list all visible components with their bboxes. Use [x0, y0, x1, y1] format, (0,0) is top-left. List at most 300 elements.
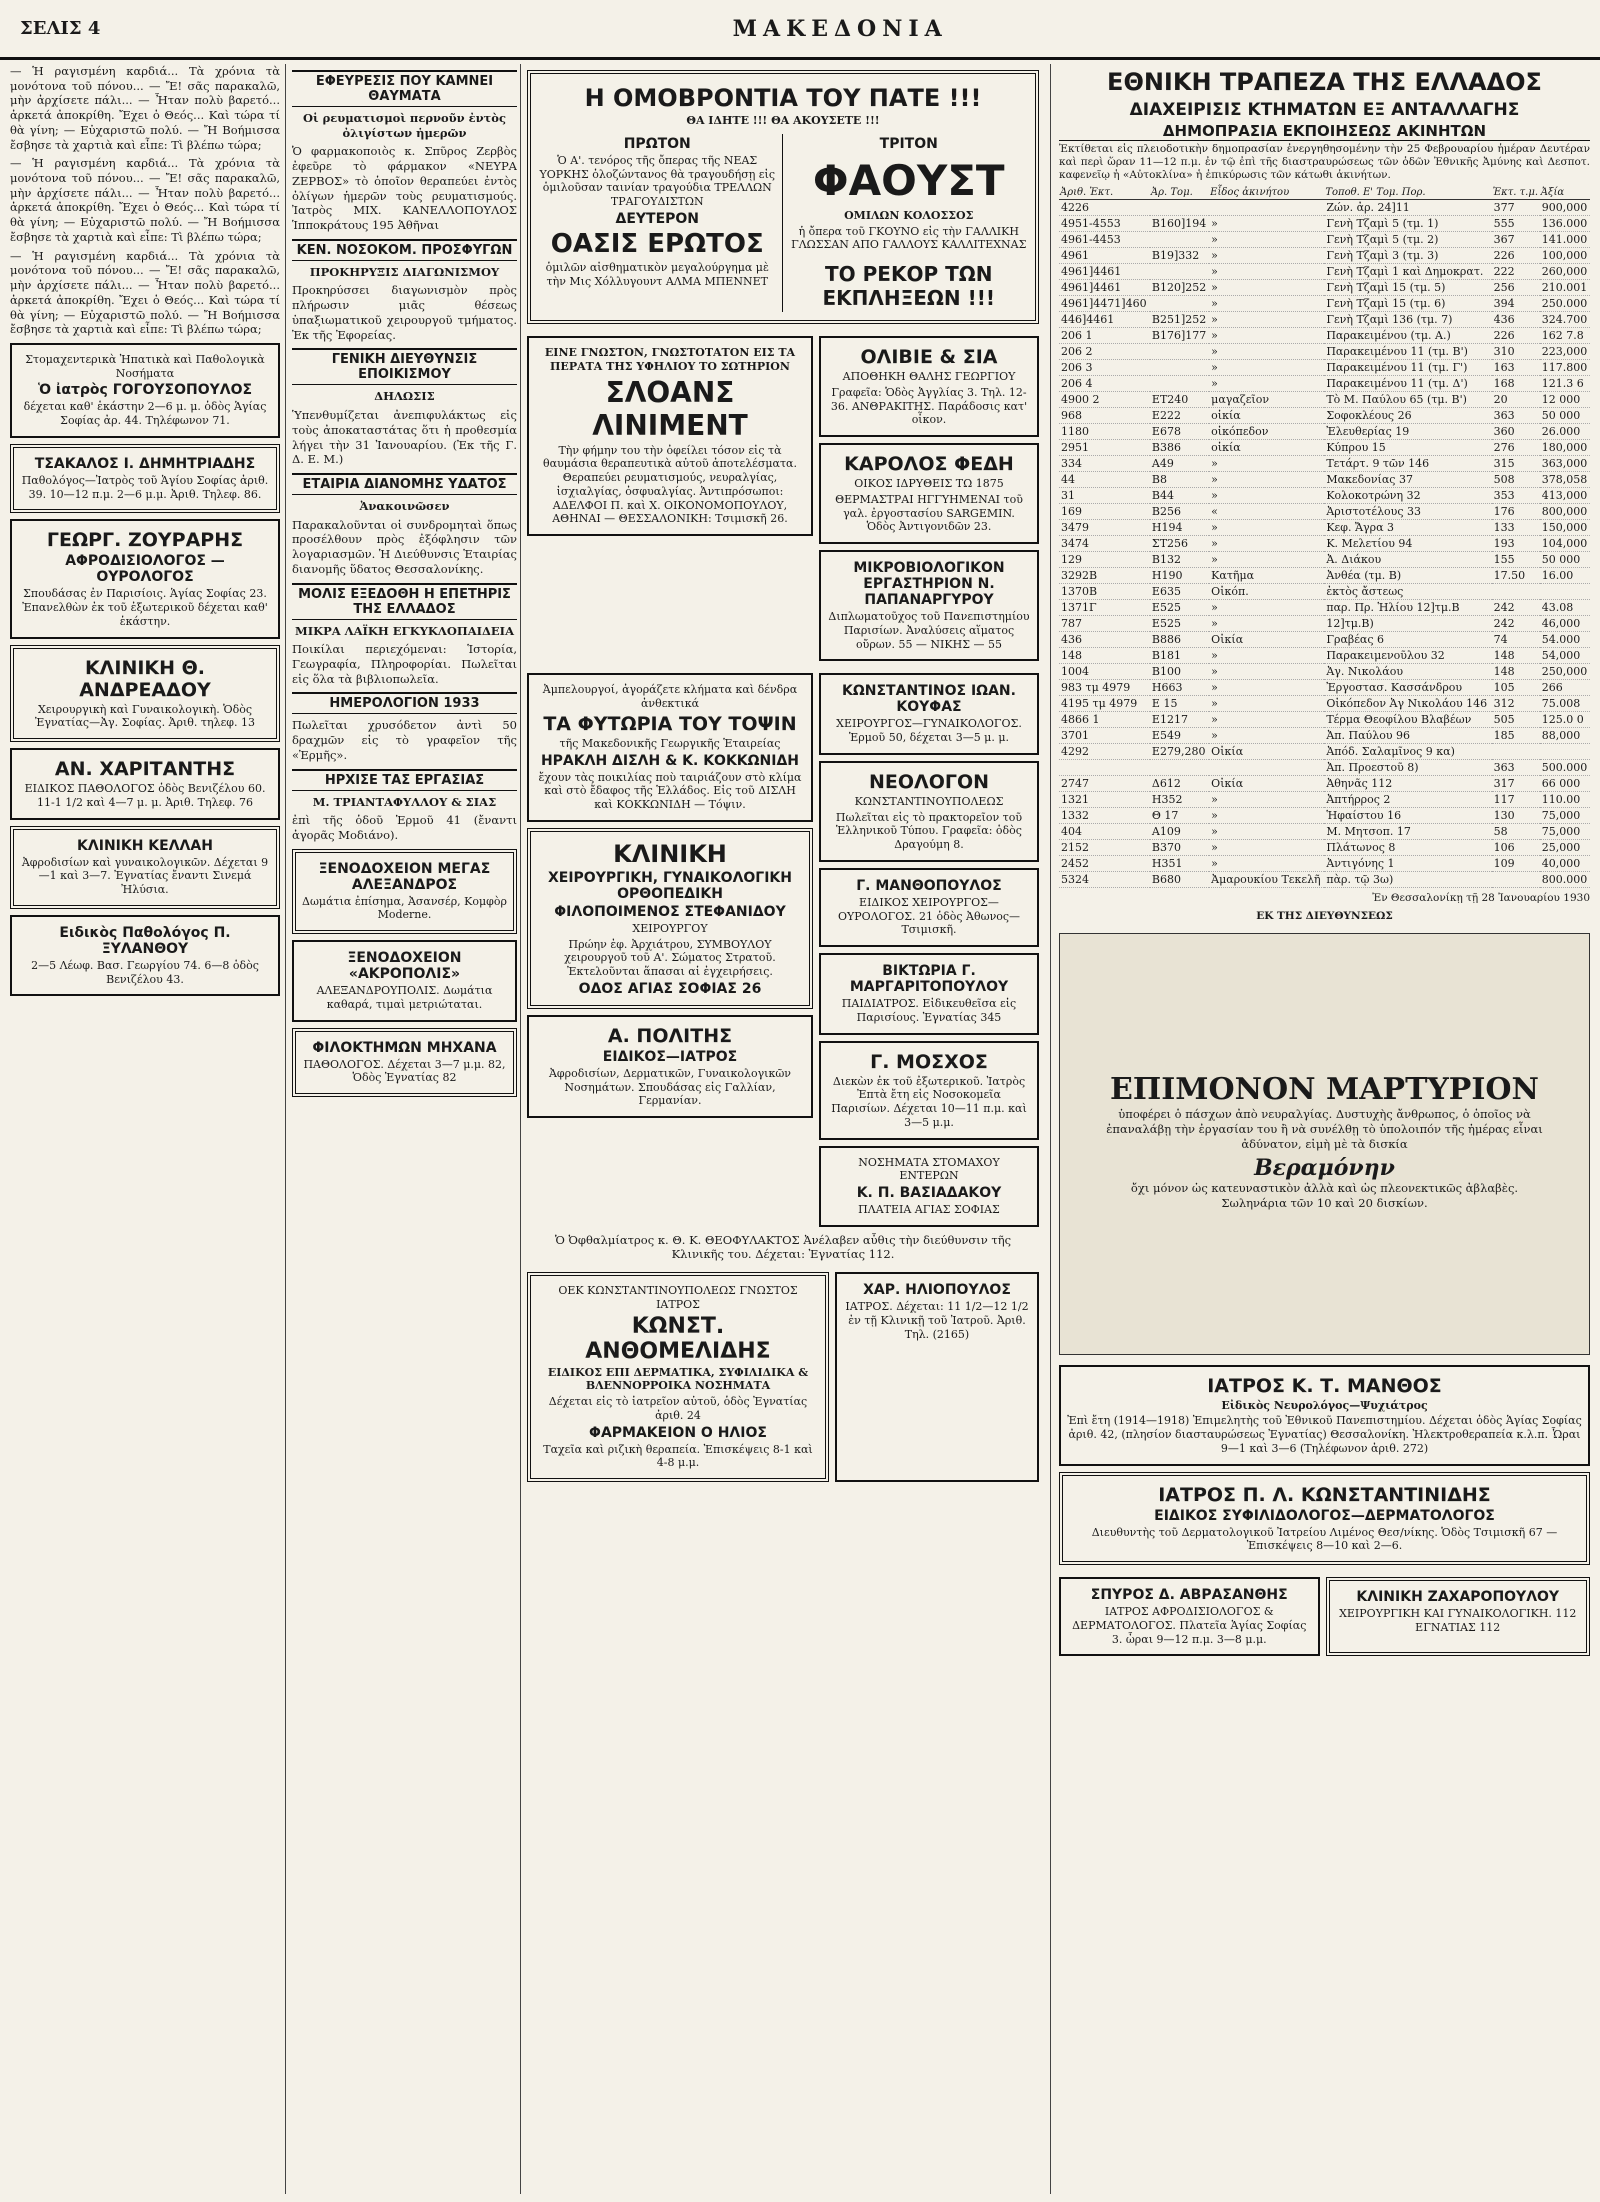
- ad-body: Πρώην ἐφ. Ἀρχιάτρου, ΣΥΜΒΟΥΛΟΥ χειρουργοῦ τοῦ Α'. Σώματος Στρατοῦ. Ἐκτελοῦνται ἅπασαι αἱ ἐγχειρήσεις.: [564, 937, 776, 978]
- ad-sub: ΝΟΣΗΜΑΤΑ ΣΤΟΜΑΧΟΥ ΕΝΤΕΡΩΝ: [858, 1155, 1000, 1183]
- table-cell: 40,000: [1540, 856, 1590, 872]
- ad-title: ΝΕΟΛΟΓΟΝ: [868, 770, 990, 793]
- table-cell: Ε1217: [1150, 712, 1209, 728]
- ad-title: ΣΠΥΡΟΣ Δ. ΑΒΡΑΣΑΝΘΗΣ: [1090, 1587, 1288, 1604]
- table-cell: Παρακειμένου 11 (τμ. Β'): [1324, 344, 1491, 360]
- table-cell: 1180: [1059, 424, 1150, 440]
- table-cell: 75,000: [1540, 808, 1590, 824]
- ad-stefanidou-clinic: [527, 828, 813, 1009]
- ad-xylanthou: [10, 915, 280, 997]
- table-cell: 413,000: [1540, 488, 1590, 504]
- table-cell: Η194: [1150, 520, 1209, 536]
- table-cell: Ἀπ. Προεστοῦ 8): [1324, 760, 1491, 776]
- column-header: Ἀρ. Τομ.: [1150, 186, 1209, 200]
- table-cell: Ἐλευθερίας 19: [1324, 424, 1491, 440]
- ad-karolos-fedi: [819, 443, 1039, 544]
- table-cell: »: [1209, 712, 1324, 728]
- table-cell: 210.001: [1540, 280, 1590, 296]
- table-cell: 20: [1492, 392, 1540, 408]
- table-cell: 266: [1540, 680, 1590, 696]
- table-cell: »: [1209, 728, 1324, 744]
- veramon-advertisement: [1059, 933, 1590, 1355]
- ad-foot: Ταχεῖα καὶ ριζικὴ θεραπεία. Ἐπισκέψεις 8-1 καὶ 4-8 μ.μ.: [543, 1442, 813, 1470]
- table-cell: Γενὴ Τζαμὶ 5 (τμ. 1): [1324, 216, 1491, 232]
- headline: ΓΕΝΙΚΗ ΔΙΕΥΘΥΝΣΙΣ ΕΠΟΙΚΙΣΜΟΥ: [292, 348, 517, 385]
- ad-title: ΙΑΤΡΟΣ Π. Λ. ΚΩΝΣΤΑΝΤΙΝΙΔΗΣ: [1158, 1483, 1491, 1506]
- bank-auction-notice: [1059, 68, 1590, 923]
- table-cell: Ε549: [1150, 728, 1209, 744]
- newspaper-name: ΜΑΚΕΔΟΝΙΑ: [732, 15, 948, 42]
- table-row: [1059, 424, 1590, 440]
- ad-title: ΓΕΩΡΓ. ΖΟΥΡΑΡΗΣ: [46, 529, 244, 552]
- table-cell: 104,000: [1540, 536, 1590, 552]
- table-cell: 4961]4471]460: [1059, 296, 1150, 312]
- table-cell: 193: [1492, 536, 1540, 552]
- table-cell: 106: [1492, 840, 1540, 856]
- table-cell: »: [1209, 792, 1324, 808]
- table-cell: Α109: [1150, 824, 1209, 840]
- ad-sub: ΕΙΔΙΚΟΣ ΕΠΙ ΔΕΡΜΑΤΙΚΑ, ΣΥΦΙΛΙΔΙΚΑ & ΒΛΕΝΝΟΡΡΟΙΚΑ ΝΟΣΗΜΑΤΑ: [547, 1365, 809, 1393]
- ad-iliopoulos: [835, 1272, 1039, 1482]
- table-row: [1059, 680, 1590, 696]
- ad-body: ΑΛΕΞΑΝΔΡΟΥΠΟΛΙΣ. Δωμάτια καθαρά, τιμαὶ μετριώταται.: [316, 984, 493, 1011]
- ad-title: ΑΝ. ΧΑΡΙΤΑΝΤΗΣ: [54, 758, 236, 781]
- table-cell: 206 4: [1059, 376, 1150, 392]
- table-cell: 206 1: [1059, 328, 1150, 344]
- ad-body: Γραφεῖα: Ὁδὸς Ἀγγλίας 3. Τηλ. 12-36. ΑΝΘΡΑΚΙΤΗΣ. Παράδοσις κατ' οἶκον.: [830, 385, 1028, 427]
- table-cell: Η352: [1150, 792, 1209, 808]
- table-cell: 3479: [1059, 520, 1150, 536]
- ad-title: ΜΙΚΡΟΒΙΟΛΟΓΙΚΟΝ ΕΡΓΑΣΤΗΡΙΟΝ Ν. ΠΑΠΑΝΑΡΓΥΡΟΥ: [853, 560, 1005, 608]
- ad-title: Γ. ΜΟΣΧΟΣ: [870, 1050, 988, 1073]
- ad-dimitriadis: [10, 444, 280, 514]
- table-cell: 2747: [1059, 776, 1150, 792]
- table-row: [1059, 440, 1590, 456]
- table-cell: Ε279,280: [1150, 744, 1209, 760]
- table-cell: Γραβέας 6: [1324, 632, 1491, 648]
- ad-body: ΠΑΙΔΙΑΤΡΟΣ. Εἰδικευθεῖσα εἰς Παρισίους. Ἐγνατίας 345: [841, 997, 1017, 1024]
- table-cell: 317: [1492, 776, 1540, 792]
- table-cell: 74: [1492, 632, 1540, 648]
- table-cell: 169: [1059, 504, 1150, 520]
- table-cell: 363: [1492, 760, 1540, 776]
- table-cell: 1004: [1059, 664, 1150, 680]
- table-cell: Β886: [1150, 632, 1209, 648]
- table-cell: 176: [1492, 504, 1540, 520]
- bank-sub2: ΔΗΜΟΠΡΑΣΙΑ ΕΚΠΟΙΗΣΕΩΣ ΑΚΙΝΗΤΩΝ: [1059, 122, 1590, 141]
- table-cell: [1150, 376, 1209, 392]
- cinema-third-foot: ΤΟ ΡΕΚΟΡ ΤΩΝ ΕΚΠΛΗΞΕΩΝ !!!: [822, 262, 995, 310]
- cinema-second-title: ΟΑΣΙΣ ΕΡΩΤΟΣ: [550, 228, 764, 259]
- ad-body: ΘΕΡΜΑΣΤΡΑΙ ΗΓΓΥΗΜΕΝΑΙ τοῦ γαλ. ἐργοστασίου SARGEMIN. Ὁδὸς Ἀντιγονιδῶν 23.: [835, 492, 1023, 534]
- table-cell: 226: [1492, 248, 1540, 264]
- ad-title: ΚΛΙΝΙΚΗ Θ. ΑΝΔΡΕΑΔΟΥ: [79, 656, 211, 701]
- ad-body: ΠΑΘΟΛΟΓΟΣ. Δέχεται 3—7 μ.μ. 82, Ὁδὸς Ἐγνατίας 82: [303, 1057, 506, 1085]
- ad-title: ΣΛΟΑΝΣ ΛΙΝΙΜΕΝΤ: [592, 375, 748, 442]
- table-cell: «: [1209, 504, 1324, 520]
- bank-title: ΕΘΝΙΚΗ ΤΡΑΠΕΖΑ ΤΗΣ ΕΛΛΑΔΟΣ: [1107, 68, 1542, 96]
- table-cell: [1492, 872, 1540, 888]
- table-cell: Ἀ. Διάκου: [1324, 552, 1491, 568]
- table-cell: 31: [1059, 488, 1150, 504]
- table-cell: 555: [1492, 216, 1540, 232]
- table-cell: 310: [1492, 344, 1540, 360]
- ad-pathe-cinema: [527, 70, 1039, 324]
- table-cell: 88,000: [1540, 728, 1590, 744]
- table-cell: 1332: [1059, 808, 1150, 824]
- ad-sub: Εἰδικὸς Νευρολόγος—Ψυχιάτρος: [1221, 1398, 1428, 1412]
- ad-manthos: [1059, 1365, 1590, 1466]
- ad-brand: Βεραμόνην: [1254, 1155, 1395, 1182]
- table-cell: 155: [1492, 552, 1540, 568]
- table-cell: 129: [1059, 552, 1150, 568]
- table-cell: 222: [1492, 264, 1540, 280]
- table-cell: 100,000: [1540, 248, 1590, 264]
- table-row: [1059, 456, 1590, 472]
- table-cell: Β370: [1150, 840, 1209, 856]
- table-cell: 363,000: [1540, 456, 1590, 472]
- table-cell: [1150, 232, 1209, 248]
- table-row: [1059, 200, 1590, 216]
- table-cell: »: [1209, 376, 1324, 392]
- table-cell: Β8: [1150, 472, 1209, 488]
- table-cell: 206 3: [1059, 360, 1150, 376]
- table-cell: Οἰκία: [1209, 744, 1324, 760]
- ad-title: ΤΣΑΚΑΛΟΣ Ι. ΔΗΜΗΤΡΙΑΔΗΣ: [34, 455, 256, 472]
- table-cell: »: [1209, 552, 1324, 568]
- ad-title: ΚΩΝΣΤ. ΑΝΘΟΜΕΛΙΔΗΣ: [585, 1313, 771, 1364]
- table-cell: Β160]194: [1150, 216, 1209, 232]
- subheadline: Οἱ ρευματισμοὶ περνοῦν ἐντὸς ὀλιγίστων ἡμερῶν: [303, 111, 506, 140]
- ad-manthopoulos: [819, 868, 1039, 947]
- table-cell: 334: [1059, 456, 1150, 472]
- table-cell: »: [1209, 328, 1324, 344]
- table-cell: Β100: [1150, 664, 1209, 680]
- table-cell: 223,000: [1540, 344, 1590, 360]
- table-cell: Β44: [1150, 488, 1209, 504]
- ad-title: ΤΑ ΦΥΤΩΡΙΑ ΤΟΥ ΤΟΨΙΝ: [543, 712, 797, 735]
- table-cell: Α49: [1150, 456, 1209, 472]
- table-cell: Οἰκόπεδον Ἀγ Νικολάου 146: [1324, 696, 1491, 712]
- table-cell: Ἀγ. Νικολάου: [1324, 664, 1491, 680]
- table-cell: »: [1209, 344, 1324, 360]
- table-cell: 50 000: [1540, 408, 1590, 424]
- ad-body: ΠΛΑΤΕΙΑ ΑΓΙΑΣ ΣΟΦΙΑΣ: [858, 1203, 1000, 1216]
- table-cell: 378,058: [1540, 472, 1590, 488]
- table-row: [1059, 312, 1590, 328]
- table-cell: 505: [1492, 712, 1540, 728]
- auction-table: [1059, 186, 1590, 888]
- article-text: Πωλεῖται χρυσόδετον ἀντὶ 50 δραχμῶν εἰς τὸ γραφεῖον τῆς «Ἐρμῆς».: [292, 718, 517, 762]
- page-number: ΣΕΛΙΣ 4: [20, 18, 101, 39]
- table-cell: ΕΤ240: [1150, 392, 1209, 408]
- table-cell: Ἀνθέα (τμ. Β): [1324, 568, 1491, 584]
- subheadline: ΜΙΚΡΑ ΛΑΪΚΗ ΕΓΚΥΚΛΟΠΑΙΔΕΙΑ: [295, 623, 514, 638]
- table-cell: 58: [1492, 824, 1540, 840]
- table-cell: »: [1209, 216, 1324, 232]
- table-cell: [1492, 744, 1540, 760]
- table-cell: Γενὴ Τζαμὶ 1 καὶ Δημοκρατ.: [1324, 264, 1491, 280]
- table-cell: [1540, 584, 1590, 600]
- table-cell: 394: [1492, 296, 1540, 312]
- ad-kellaï-clinic: [10, 826, 280, 909]
- subheadline: ΠΡΟΚΗΡΥΞΙΣ ΔΙΑΓΩΝΙΣΜΟΥ: [309, 264, 500, 279]
- table-cell: Κολοκοτρώνη 32: [1324, 488, 1491, 504]
- serial-story-text-3: — Ἡ ραγισμένη καρδιά... Τὰ χρόνια τὰ μονότονα τοῦ πόνου... — Ἔ! σᾶς παρακαλῶ, μὴν ἀρχίσετε πάλι... — Ἦταν πολὺ βαρετό... ἀρκετά ἀποκρίθη. Ἔχει ὁ Θεός... Καὶ τώρα τί θὰ γίνη; — Εὐχαριστῶ πολύ. — Ἤ Βοήμισσα ἔσβησε τὰ χαρτιὰ καὶ εἶπε: Τὶ βλέπω τώρα;: [10, 248, 280, 337]
- column-header: Ἀριθ. Ἐκτ.: [1059, 186, 1150, 200]
- ad-sloans-liniment: [527, 336, 813, 536]
- ad-zouraris: [10, 519, 280, 638]
- table-cell: 5324: [1059, 872, 1150, 888]
- table-cell: »: [1209, 280, 1324, 296]
- table-cell: Ζών. ἀρ. 24]11: [1324, 200, 1491, 216]
- cinema-right: [791, 134, 1028, 312]
- table-cell: Ε 15: [1150, 696, 1209, 712]
- table-row: [1059, 360, 1590, 376]
- table-row: [1059, 296, 1590, 312]
- table-cell: »: [1209, 312, 1324, 328]
- table-cell: 3701: [1059, 728, 1150, 744]
- table-cell: 367: [1492, 232, 1540, 248]
- ad-body: Τὴν φήμην του τὴν ὀφείλει τόσον εἰς τὰ θαυμάσια θεραπευτικὰ αὐτοῦ ἀποτελέσματα. Θεραπεύει ρευματισμούς, νευραλγίας, ἰσχιαλγίας, ὀσφυαλγίας. Ἀντιπρόσωποι: ΑΔΕΛΦΟΙ Π. καὶ Χ. ΟΙΚΟΝΟΜΟΠΟΥΛΟΥ, ΑΘΗΝΑΙ — ΘΕΣΣΑΛΟΝΙΚΗ: Τσιμισκῆ 26.: [543, 443, 797, 526]
- table-cell: [1150, 296, 1209, 312]
- table-cell: 312: [1492, 696, 1540, 712]
- table-cell: [1150, 360, 1209, 376]
- table-row: [1059, 648, 1590, 664]
- table-cell: Ε678: [1150, 424, 1209, 440]
- ad-sub: ΕΙΔΙΚΟΣ—ΙΑΤΡΟΣ: [602, 1048, 738, 1065]
- table-cell: Β680: [1150, 872, 1209, 888]
- table-cell: »: [1209, 664, 1324, 680]
- ad-hotel-akropolis: [292, 940, 517, 1022]
- table-row: [1059, 760, 1590, 776]
- ad-margaritopoulou: [819, 953, 1039, 1035]
- subheadline: Μ. ΤΡΙΑΝΤΑΦΥΛΛΟΥ & ΣΙΑΣ: [312, 794, 497, 809]
- ad-moschos: [819, 1041, 1039, 1140]
- table-row: [1059, 568, 1590, 584]
- table-cell: »: [1209, 232, 1324, 248]
- table-row: [1059, 392, 1590, 408]
- column-header: Τοποθ. Ε' Τομ. Πορ.: [1324, 186, 1491, 200]
- ad-pre: ΟΕΚ ΚΩΝΣΤΑΝΤΙΝΟΥΠΟΛΕΩΣ ΓΝΩΣΤΟΣ ΙΑΤΡΟΣ: [558, 1284, 798, 1311]
- table-cell: Β176]177: [1150, 328, 1209, 344]
- ad-title: ΟΛΙΒΙΕ & ΣΙΑ: [860, 346, 998, 368]
- table-row: [1059, 552, 1590, 568]
- table-cell: 226: [1492, 328, 1540, 344]
- table-cell: 75.008: [1540, 696, 1590, 712]
- ad-role: ΧΕΙΡΟΥΡΓΟΥ: [632, 921, 708, 935]
- ad-body: Ἐπὶ ἔτη (1914—1918) Ἐπιμελητὴς τοῦ Ἐθνικοῦ Πανεπιστημίου. Δέχεται ὁδὸς Ἁγίας Σοφίας ἀριθ. 42, (πλησίον διασταυρώσεως Ἐγνατίας) Θεσσαλονίκη. Ἠλεκτροθεραπεία κ.λ.π. Ὧραι 9—1 καὶ 3—6 (Τηλέφωνον ἀριθ. 272): [1067, 1414, 1582, 1455]
- table-cell: »: [1209, 456, 1324, 472]
- ad-vasiadakou: [819, 1146, 1039, 1227]
- table-row: [1059, 696, 1590, 712]
- column-header: Ἀξία: [1540, 186, 1590, 200]
- ad-pre: ΕΙΝΕ ΓΝΩΣΤΟΝ, ΓΝΩΣΤΟΤΑΤΟΝ ΕΙΣ ΤΑ ΠΕΡΑΤΑ ΤΗΣ ΥΦΗΛΙΟΥ ΤΟ ΣΩΤΗΡΙΟΝ: [544, 346, 796, 373]
- table-row: [1059, 280, 1590, 296]
- table-cell: Ἀριστοτέλους 33: [1324, 504, 1491, 520]
- table-cell: 983 τμ 4979: [1059, 680, 1150, 696]
- ad-title: Γ. ΜΑΝΘΟΠΟΥΛΟΣ: [856, 877, 1002, 894]
- ad-title: ΞΕΝΟΔΟΧΕΙΟΝ ΜΕΓΑΣ ΑΛΕΞΑΝΔΡΟΣ: [318, 860, 491, 893]
- table-cell: 276: [1492, 440, 1540, 456]
- table-cell: 109: [1492, 856, 1540, 872]
- table-cell: Κατῆμα: [1209, 568, 1324, 584]
- table-cell: 787: [1059, 616, 1150, 632]
- table-cell: 133: [1492, 520, 1540, 536]
- table-cell: 500.000: [1540, 760, 1590, 776]
- cinema-left: [539, 134, 783, 312]
- table-cell: 54,000: [1540, 648, 1590, 664]
- table-cell: Κ. Μελετίου 94: [1324, 536, 1491, 552]
- table-row: [1059, 840, 1590, 856]
- table-cell: Θ 17: [1150, 808, 1209, 824]
- table-row: [1059, 632, 1590, 648]
- ad-pharmacy: ΦΑΡΜΑΚΕΙΟΝ Ο ΗΛΙΟΣ: [589, 1424, 767, 1441]
- ad-title: Ειδικὸς Παθολόγος Π. ΞΥΛΑΝΘΟΥ: [59, 924, 231, 957]
- ad-body: Ἀφροδισίων καὶ γυναικολογικῶν. Δέχεται 9—1 καὶ 3—7. Ἐγνατίας ἔναντι Σινεμά Ἠλύσια.: [21, 855, 269, 897]
- ad-sub: Στομαχεντερικὰ Ἡπατικὰ καὶ Παθολογικὰ Νοσήματα: [25, 352, 265, 380]
- table-cell: οἰκία: [1209, 440, 1324, 456]
- table-cell: [1150, 344, 1209, 360]
- table-cell: 242: [1492, 600, 1540, 616]
- table-header: [1059, 186, 1590, 200]
- table-cell: 141.000: [1540, 232, 1590, 248]
- table-cell: Οἰκόπ.: [1209, 584, 1324, 600]
- auction-rows: [1059, 200, 1590, 888]
- table-cell: 121.3 6: [1540, 376, 1590, 392]
- ad-andreadou-clinic: [10, 645, 280, 743]
- table-row: [1059, 600, 1590, 616]
- table-cell: Ἀθηνᾶς 112: [1324, 776, 1491, 792]
- table-cell: 168: [1492, 376, 1540, 392]
- ad-title: ΚΛΙΝΙΚΗ ΚΕΛΛΑΗ: [77, 837, 213, 854]
- ad-body: Διευθυντὴς τοῦ Δερματολογικοῦ Ἰατρείου Λιμένος Θεσ/νίκης. Ὁδὸς Τσιμισκῆ 67 — Ἐπισκέψεις 8—10 καὶ 2—6.: [1091, 1525, 1558, 1553]
- article-text: Ὑπενθυμίζεται ἀνεπιφυλάκτως εἰς τοὺς ἀποκαταστάτας ὅτι ἡ προθεσμία λήγει τὴν 31 Ἰανουαρίου. (Ἐκ τῆς Γ. Δ. Ε. Μ.): [292, 408, 517, 467]
- table-cell: πὰρ. τῷ 3ω): [1324, 872, 1491, 888]
- table-cell: »: [1209, 296, 1324, 312]
- table-cell: 26.000: [1540, 424, 1590, 440]
- table-row: [1059, 872, 1590, 888]
- ad-body: ΧΕΙΡΟΥΡΓΙΚΗ ΚΑΙ ΓΥΝΑΙΚΟΛΟΓΙΚΗ. 112 ΕΓΝΑΤΙΑΣ 112: [1339, 1607, 1577, 1634]
- table-cell: 3292Β: [1059, 568, 1150, 584]
- article-text: Προκηρύσσει διαγωνισμὸν πρὸς πλήρωσιν μιᾶς θέσεως ὑπαξιωματικοῦ χειρουργοῦ τμήματος. Ἐκ τῆς Ἐφορείας.: [292, 283, 517, 342]
- table-cell: 3474: [1059, 536, 1150, 552]
- ad-body: Παθολόγος—Ἰατρὸς τοῦ Ἁγίου Σοφίας ἀριθ. 39. 10—12 π.μ. 2—6 μ.μ. Ἀριθ. Τηλεφ. 86.: [21, 473, 269, 501]
- table-row: [1059, 344, 1590, 360]
- table-cell: 4961-4453: [1059, 232, 1150, 248]
- table-row: [1059, 728, 1590, 744]
- ad-sub: ΧΕΙΡΟΥΡΓΙΚΗ, ΓΥΝΑΙΚΟΛΟΓΙΚΗ ΟΡΘΟΠΕΔΙΚΗ: [547, 869, 792, 902]
- masthead: [0, 0, 1600, 60]
- table-cell: Ἀπόδ. Σαλαμῖνος 9 κα): [1324, 744, 1491, 760]
- ad-charitantis: [10, 748, 280, 820]
- table-cell: 75,000: [1540, 824, 1590, 840]
- table-cell: 148: [1492, 664, 1540, 680]
- table-cell: 185: [1492, 728, 1540, 744]
- table-row: [1059, 664, 1590, 680]
- table-cell: Η351: [1150, 856, 1209, 872]
- table-cell: 16.00: [1540, 568, 1590, 584]
- ad-microbiology-lab: [819, 550, 1039, 661]
- table-cell: 148: [1492, 648, 1540, 664]
- ad-body: ΧΕΙΡΟΥΡΓΟΣ—ΓΥΝΑΙΚΟΛΟΓΟΣ. Ἑρμοῦ 50, δέχεται 3—5 μ. μ.: [836, 717, 1022, 744]
- table-cell: »: [1209, 520, 1324, 536]
- table-cell: 46,000: [1540, 616, 1590, 632]
- table-cell: Β19]332: [1150, 248, 1209, 264]
- table-cell: Η190: [1150, 568, 1209, 584]
- ad-body: Ἀφροδισίων, Δερματικῶν, Γυναικολογικῶν Νοσημάτων. Σπουδάσας εἰς Γαλλίαν, Γερμανίαν.: [548, 1066, 791, 1108]
- table-cell: Ἀπτήρρος 2: [1324, 792, 1491, 808]
- table-cell: 1371Γ: [1059, 600, 1150, 616]
- table-cell: 4961]4461: [1059, 280, 1150, 296]
- table-cell: Παρακειμένου 11 (τμ. Γ'): [1324, 360, 1491, 376]
- ad-body: Χειρουργικὴ καὶ Γυναικολογικὴ. Ὁδὸς Ἐγνατίας—Ἀγ. Σοφίας. Ἀριθ. τηλεφ. 13: [35, 702, 255, 730]
- table-cell: Ἀμαρουκίου Τεκελῆ: [1209, 872, 1324, 888]
- ad-sub: ΑΠΟΘΗΚΗ ΘΑΛΗΣ ΓΕΩΡΓΙΟΥ: [842, 370, 1016, 383]
- table-cell: 4900 2: [1059, 392, 1150, 408]
- table-row: [1059, 232, 1590, 248]
- column-2: [285, 64, 517, 2194]
- ad-title: Η ΟΜΟΒΡΟΝΤΙΑ ΤΟΥ ΠΑΤΕ !!!: [584, 84, 982, 112]
- table-cell: »: [1209, 648, 1324, 664]
- table-row: [1059, 744, 1590, 760]
- table-cell: 4951-4553: [1059, 216, 1150, 232]
- table-cell: 436: [1059, 632, 1150, 648]
- ad-body: Δέχεται εἰς τὸ ἰατρεῖον αὐτοῦ, ὁδὸς Ἐγνατίας ἀριθ. 24: [548, 1395, 808, 1422]
- table-cell: »: [1209, 360, 1324, 376]
- ad-title: ΕΠΙΜΟΝΟΝ ΜΑΡΤΥΡΙΟΝ: [1110, 1072, 1539, 1108]
- table-cell: 363: [1492, 408, 1540, 424]
- table-row: [1059, 520, 1590, 536]
- table-cell: παρ. Πρ. Ἡλίου 12]τμ.Β: [1324, 600, 1491, 616]
- table-row: [1059, 808, 1590, 824]
- column-header: Εἶδος ἀκινήτου: [1209, 186, 1324, 200]
- table-cell: μαγαζεῖον: [1209, 392, 1324, 408]
- table-cell: 4961]4461: [1059, 264, 1150, 280]
- table-cell: 4226: [1059, 200, 1150, 216]
- column-header: Ἐκτ. τ.μ.: [1492, 187, 1539, 199]
- ad-title: Κ. Π. ΒΑΣΙΑΔΑΚΟΥ: [856, 1185, 1002, 1201]
- ad-body: Διπλωματοῦχος τοῦ Πανεπιστημίου Παρισίων. Ἀναλύσεις αἵματος οὔρων. 55 — ΝΙΚΗΣ — 55: [828, 610, 1030, 651]
- table-cell: 43.08: [1540, 600, 1590, 616]
- table-cell: 130: [1492, 808, 1540, 824]
- table-cell: Τέρμα Θεοφίλου Βλαβέων: [1324, 712, 1491, 728]
- table-row: [1059, 376, 1590, 392]
- table-row: [1059, 488, 1590, 504]
- table-cell: οἰκία: [1209, 408, 1324, 424]
- table-cell: 377: [1492, 200, 1540, 216]
- table-cell: 404: [1059, 824, 1150, 840]
- ad-sub: ΘΑ ΙΔΗΤΕ !!! ΘΑ ΑΚΟΥΣΕΤΕ !!!: [686, 114, 880, 127]
- ad-name: ΦΙΛΟΠΟΙΜΕΝΟΣ ΣΤΕΦΑΝΙΔΟΥ: [554, 903, 786, 920]
- ad-konstantinidis: [1059, 1472, 1590, 1566]
- table-cell: 260,000: [1540, 264, 1590, 280]
- ad-zacharopoulou: [1326, 1577, 1591, 1656]
- cinema-second: ΔΕΥΤΕΡΟΝ: [615, 210, 700, 227]
- ad-address: ΟΔΟΣ ΑΓΙΑΣ ΣΟΦΙΑΣ 26: [578, 980, 762, 997]
- ad-body: δέχεται καθ' ἑκάστην 2—6 μ. μ. ὁδὸς Ἁγίας Σοφίας ἀρ. 44. Τηλέφωνον 71.: [23, 400, 267, 428]
- table-cell: Β256: [1150, 504, 1209, 520]
- table-cell: Η663: [1150, 680, 1209, 696]
- table-cell: 12 000: [1540, 392, 1590, 408]
- table-cell: Ἀντιγόνης 1: [1324, 856, 1491, 872]
- table-cell: Β132: [1150, 552, 1209, 568]
- cinema-first-body: Ὁ Α'. τενόρος τῆς ὄπερας τῆς ΝΕΑΣ ΥΟΡΚΗΣ ὁλοζώντανος θὰ τραγουδήσῃ εἰς ὁμιλοῦσαν ταινίαν τραγούδια ΤΡΕΛΛΩΝ ΤΡΑΓΟΥΔΙΣΤΩΝ: [539, 153, 775, 208]
- table-cell: Β251]252: [1150, 312, 1209, 328]
- ad-sub: ΑΦΡΟΔΙΣΙΟΛΟΓΟΣ — ΟΥΡΟΛΟΓΟΣ: [65, 553, 225, 586]
- ad-koufas: [819, 673, 1039, 755]
- ad-title: ΚΑΡΟΛΟΣ ΦΕΔΗ: [844, 453, 1014, 475]
